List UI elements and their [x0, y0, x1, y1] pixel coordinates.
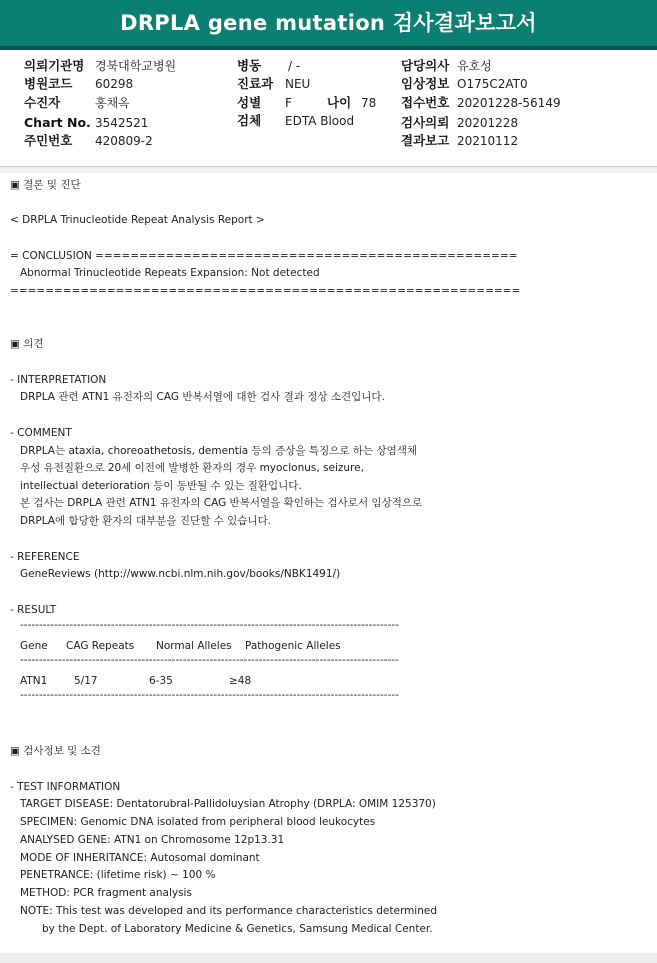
- comment-line: 본 검사는 DRPLA 관련 ATN1 유전자의 CAG 반복서열을 확인하는 검사로서 임상적으로: [20, 497, 423, 509]
- comment-line: DRPLA는 ataxia, choreoathetosis, dementia 등의 증상을 특징으로 하는 상염색체: [20, 445, 418, 457]
- report-body: [0, 173, 657, 953]
- hospital-code-value: 60298: [95, 77, 134, 91]
- report-date-value: 20210112: [457, 134, 519, 148]
- specimen-label: 검체: [237, 113, 262, 128]
- chart-no-value: 3542521: [95, 116, 149, 130]
- doctor-label: 담당의사: [401, 58, 450, 73]
- reference-link: GeneReviews (http://www.ncbi.nlm.nih.gov/books/NBK1491/): [20, 568, 341, 580]
- result-normal-alleles: 6-35: [149, 675, 173, 687]
- result-column-gene: Gene: [20, 640, 48, 652]
- conclusion-rule: ==========================================================: [10, 285, 521, 297]
- sex-label: 성별: [237, 95, 262, 110]
- test-info-note-continued: by the Dept. of Laboratory Medicine & Genetics, Samsung Medical Center.: [42, 923, 433, 935]
- result-column-pathogenic: Pathogenic Alleles: [245, 640, 341, 652]
- accession-number-label: 접수번호: [401, 95, 450, 110]
- accession-number-value: 20201228-56149: [457, 96, 561, 110]
- test-info-line: TARGET DISEASE: Dentatorubral-Pallidoluysian Atrophy (DRPLA: OMIM 125370): [20, 798, 436, 810]
- age-value: 78: [361, 96, 377, 110]
- result-rule-mid: ----------------------------------------------------------------------------------------------------: [20, 654, 399, 666]
- result-column-normal: Normal Alleles: [156, 640, 232, 652]
- report-title-bar: [0, 0, 657, 50]
- section-test-info-heading: ▣ 검사정보 및 소견: [10, 745, 101, 757]
- result-cag-repeats: 5/17: [74, 675, 98, 687]
- hospital-code-label: 병원코드: [24, 76, 73, 91]
- ward-value: / -: [288, 59, 301, 73]
- test-info-line: ANALYSED GENE: ATN1 on Chromosome 12p13.31: [20, 834, 285, 846]
- department-label: 진료과: [237, 76, 274, 91]
- request-date-label: 검사의뢰: [401, 115, 450, 130]
- specimen-value: EDTA Blood: [285, 114, 355, 128]
- test-info-line: MODE OF INHERITANCE: Autosomal dominant: [20, 852, 260, 864]
- patient-info-panel: [0, 50, 657, 167]
- test-info-header: - TEST INFORMATION: [10, 781, 121, 793]
- chart-no-label: Chart No.: [24, 115, 91, 130]
- report-title: DRPLA gene mutation 검사결과보고서: [120, 11, 537, 35]
- test-info-line: METHOD: PCR fragment analysis: [20, 887, 192, 899]
- resident-number-value: 420809-2: [95, 134, 153, 148]
- clinical-info-label: 임상정보: [401, 76, 450, 91]
- test-info-line: PENETRANCE: (lifetime risk) ~ 100 %: [20, 869, 216, 881]
- result-rule-top: ----------------------------------------------------------------------------------------------------: [20, 619, 399, 631]
- sex-value: F: [285, 96, 292, 110]
- interpretation-header: - INTERPRETATION: [10, 374, 107, 386]
- section-opinion-heading: ▣ 의견: [10, 338, 44, 350]
- reference-header: - REFERENCE: [10, 551, 80, 563]
- ward-label: 병동: [237, 58, 262, 73]
- result-header: - RESULT: [10, 604, 57, 616]
- conclusion-header: = CONCLUSION ================================================: [10, 250, 518, 262]
- patient-name-label: 수진자: [24, 95, 61, 110]
- resident-number-label: 주민번호: [24, 133, 73, 148]
- comment-line: DRPLA에 합당한 환자의 대부분을 진단할 수 있습니다.: [20, 515, 272, 527]
- comment-header: - COMMENT: [10, 427, 72, 439]
- clinical-info-value: O175C2AT0: [457, 77, 528, 91]
- doctor-value: 유호성: [457, 59, 492, 73]
- result-column-cag: CAG Repeats: [66, 640, 135, 652]
- requesting-institution-value: 경북대학교병원: [95, 59, 177, 73]
- patient-name-value: 홍채옥: [95, 96, 130, 110]
- test-info-line: NOTE: This test was developed and its performance characteristics determined: [20, 905, 437, 917]
- section-conclusion-heading: ▣ 결론 및 진단: [10, 179, 81, 191]
- request-date-value: 20201228: [457, 116, 519, 130]
- result-rule-bottom: ----------------------------------------------------------------------------------------------------: [20, 689, 399, 701]
- interpretation-text: DRPLA 관련 ATN1 유전자의 CAG 반복서열에 대한 검사 결과 정상 소견입니다.: [20, 391, 385, 403]
- comment-line: intellectual deterioration 등이 동반될 수 있는 질환입니다.: [20, 480, 302, 492]
- result-pathogenic-alleles: ≥48: [229, 675, 252, 687]
- age-label: 나이: [327, 95, 352, 110]
- test-info-line: SPECIMEN: Genomic DNA isolated from peripheral blood leukocytes: [20, 816, 376, 828]
- comment-line: 우성 유전질환으로 20세 이전에 발병한 환자의 경우 myoclonus, seizure,: [20, 462, 364, 474]
- conclusion-text: Abnormal Trinucleotide Repeats Expansion: Not detected: [20, 267, 320, 279]
- page-bottom-bar: [0, 953, 657, 963]
- report-date-label: 결과보고: [401, 133, 450, 148]
- requesting-institution-label: 의뢰기관명: [24, 58, 85, 73]
- department-value: NEU: [285, 77, 311, 91]
- result-gene: ATN1: [20, 675, 48, 687]
- report-subtitle: < DRPLA Trinucleotide Repeat Analysis Report >: [10, 214, 265, 226]
